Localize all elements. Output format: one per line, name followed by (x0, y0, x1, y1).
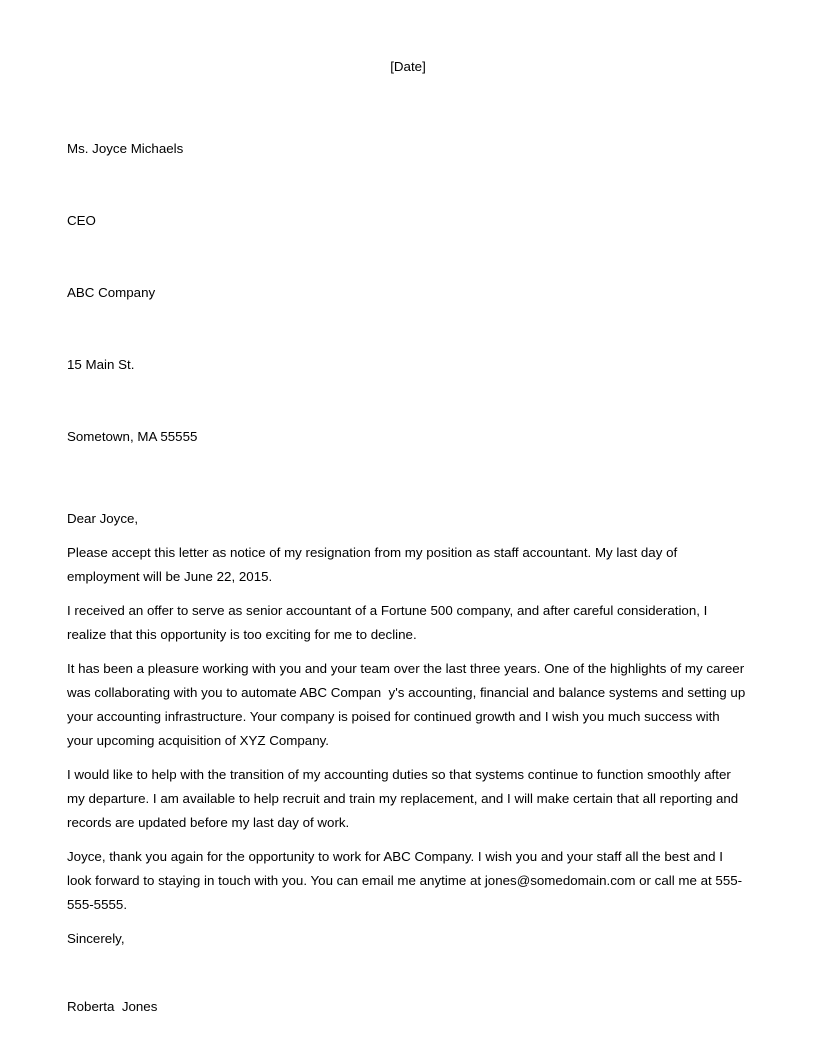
salutation: Dear Joyce, (67, 511, 139, 526)
letter-paragraph-new-offer: I received an offer to serve as senior accountant of a Fortune 500 company, and after careful consideration, I realize that this opportunity is too exciting for me to decline. (67, 603, 712, 642)
recipient-company: ABC Company (67, 285, 156, 300)
letter-paragraph-resignation-notice: Please accept this letter as notice of my resignation from my position as staff accountant. My last day of employment will be June 22, 2015. (67, 545, 681, 584)
date-placeholder: [Date] (390, 59, 426, 74)
letter-paragraph-gratitude-highlights: It has been a pleasure working with you and your team over the last three years. One of the highlights of my career was collaborating with you to automate ABC Compan y's accounting, financial and balance systems and setting up your accounting infrastructure. Your company is poised for continued growth and I wish you much success with your upcoming acquisition of XYZ Company. (67, 661, 749, 748)
letter-paragraph-transition-help: I would like to help with the transition of my accounting duties so that systems continue to function smoothly after my departure. I am available to help recruit and train my replacement, and I will make certain that all reporting and records are updated before my last day of work. (67, 767, 742, 830)
recipient-address-block (67, 89, 749, 497)
recipient-title: CEO (67, 213, 96, 228)
signature-name: Roberta Jones (67, 999, 158, 1014)
recipient-street: 15 Main St. (67, 357, 135, 372)
recipient-name: Ms. Joyce Michaels (67, 141, 184, 156)
letter-paragraph-thanks-contact: Joyce, thank you again for the opportunity to work for ABC Company. I wish you and your staff all the best and I look forward to staying in touch with you. You can email me anytime at jones@somedomain.com or call me at 555-555-5555. (67, 849, 743, 912)
closing: Sincerely, (67, 931, 125, 946)
recipient-city-state-zip: Sometown, MA 55555 (67, 429, 198, 444)
